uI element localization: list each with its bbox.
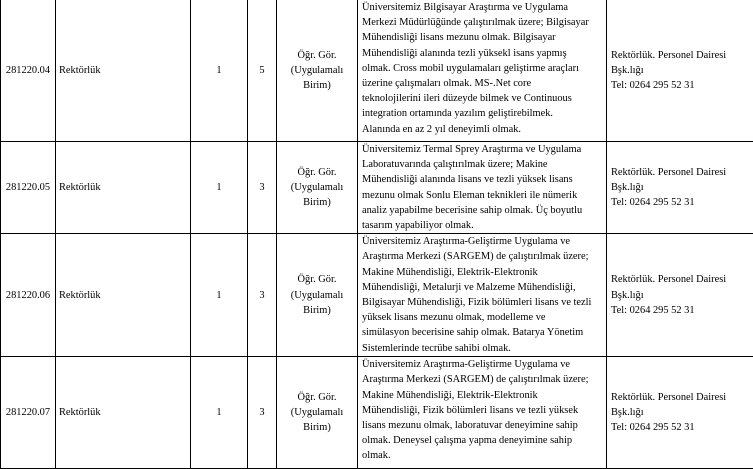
listing-code: 281220.06 xyxy=(1,234,56,357)
position-requirements: Üniversitemiz Termal Sprey Araştırma ve Uygulama Laboratuvarında çalıştırılmak üzere; Makine Mühendisliği alanında lisans ve tezli yüksek lisans mezunu olmak Sonlu Eleman teknikleri ile nümerik analiz yapabilme becerisine sahip olmak. Üç boyutlu tasarım yapabiliyor olmak. xyxy=(358,142,607,234)
table-row xyxy=(1,0,753,142)
listing-code: 281220.05 xyxy=(1,142,56,234)
position-title: Öğr. Gör. (Uygulamalı Birim) xyxy=(277,0,358,142)
unit-name: Rektörlük xyxy=(56,234,191,357)
contact-info: Rektörlük. Personel Dairesi Bşk.lığı Tel: 0264 295 52 31 xyxy=(607,0,753,142)
listing-code: 281220.07 xyxy=(1,357,56,469)
position-count: 1 xyxy=(191,357,248,469)
position-degree: 3 xyxy=(248,357,277,469)
table-row xyxy=(1,234,753,357)
position-requirements: Üniversitemiz Araştırma-Geliştirme Uygulama ve Araştırma Merkezi (SARGEM) de çalıştırılmak üzere; Makine Mühendisliği, Elektrik-Elektronik Mühendisliği, Fizik bölümleri lisans ve tezli yüksek lisans mezunu olmak, laboratuvar deneyimine sahip olmak. Deneysel çalışma yapma deneyimine sahip olmak. xyxy=(358,357,607,469)
table-row xyxy=(1,357,753,469)
position-requirements: Üniversitemiz Bilgisayar Araştırma ve Uygulama Merkezi Müdürlüğünde çalıştırılmak üzere; Bilgisayar Mühendisliği lisans mezunu olmak. Bilgisayar Mühendisliği alanında tezli yüksekl isans yapmış olmak. Cross mobil uygulamaları geliştirme araçları üzerine çalışmaları olmak. MS-.Net core teknolojilerini ileri düzeyde bilmek ve Continuous integration ortamında yazılım geliştirebilmek. Alanında en az 2 yıl deneyimli olmak. xyxy=(358,0,607,142)
position-degree: 5 xyxy=(248,0,277,142)
position-degree: 3 xyxy=(248,142,277,234)
position-requirements: Üniversitemiz Araştırma-Geliştirme Uygulama ve Araştırma Merkezi (SARGEM) de çalıştırılmak üzere; Makine Mühendisliği, Elektrik-Elektronik Mühendisliği, Metalurji ve Malzeme Mühendisliği, Bilgisayar Mühendisliği, Fizik bölümleri lisans ve tezli yüksek lisans mezunu olmak, modelleme ve simülasyon becerisine sahip olmak. Batarya Yönetim Sistemlerinde tecrübe sahibi olmak. xyxy=(358,234,607,357)
position-count: 1 xyxy=(191,0,248,142)
unit-name: Rektörlük xyxy=(56,357,191,469)
unit-name: Rektörlük xyxy=(56,0,191,142)
position-title: Öğr. Gör. (Uygulamalı Birim) xyxy=(277,142,358,234)
position-count: 1 xyxy=(191,234,248,357)
position-title: Öğr. Gör. (Uygulamalı Birim) xyxy=(277,357,358,469)
position-degree: 3 xyxy=(248,234,277,357)
contact-info: Rektörlük. Personel Dairesi Bşk.lığı Tel: 0264 295 52 31 xyxy=(607,357,753,469)
unit-name: Rektörlük xyxy=(56,142,191,234)
table-row xyxy=(1,142,753,234)
contact-info: Rektörlük. Personel Dairesi Bşk.lığı Tel: 0264 295 52 31 xyxy=(607,234,753,357)
contact-info: Rektörlük. Personel Dairesi Bşk.lığı Tel: 0264 295 52 31 xyxy=(607,142,753,234)
position-count: 1 xyxy=(191,142,248,234)
position-title: Öğr. Gör. (Uygulamalı Birim) xyxy=(277,234,358,357)
listing-code: 281220.04 xyxy=(1,0,56,142)
